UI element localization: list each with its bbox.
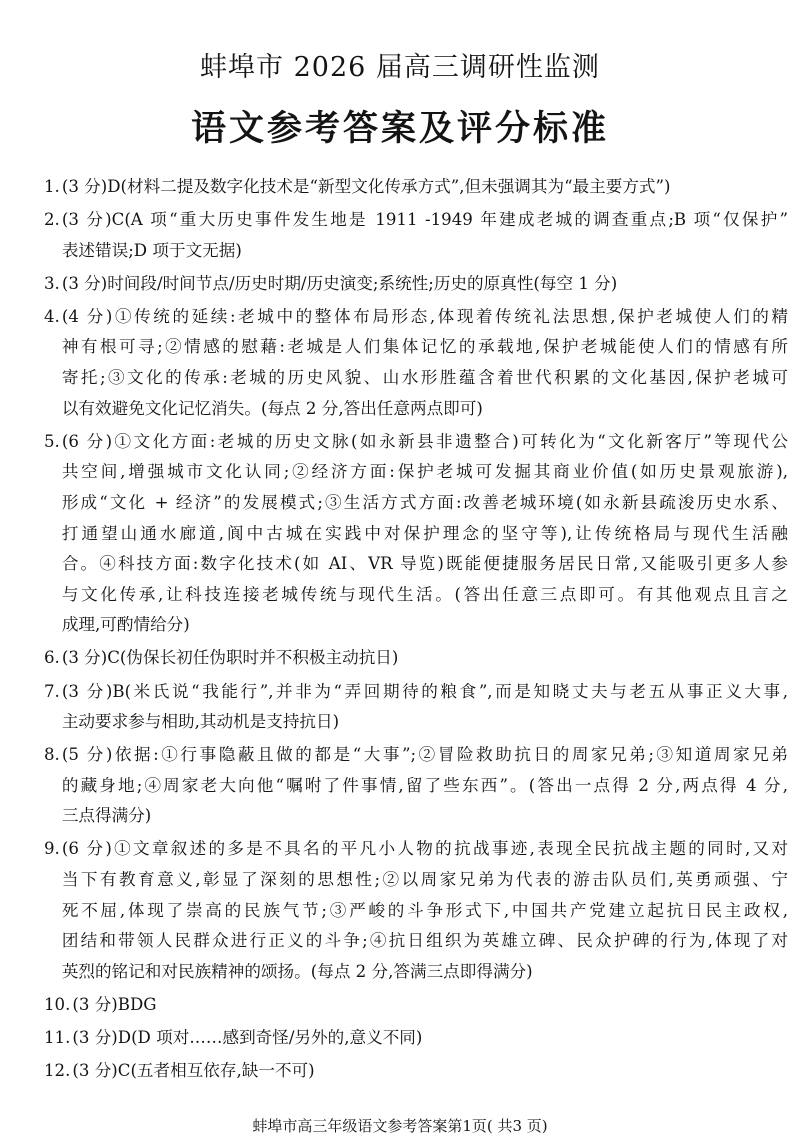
question-number: 6. (44, 648, 60, 668)
answer-text (62, 427, 788, 641)
answer-item (44, 1023, 788, 1054)
answer-line: 以有效避免文化记忆消失。(每点 2 分,答出任意两点即可) (61, 398, 483, 418)
answer-text (62, 740, 788, 832)
answer-line: (3 分)BDG (72, 994, 157, 1014)
answer-line: 的藏身地;④周家老大向他“嘱咐了件事情,留了些东西”。(答出一点得 2 分,两点得 4 分, (61, 775, 788, 795)
answer-text (62, 269, 788, 300)
question-number: 7. (44, 681, 60, 701)
answer-line: 主动要求参与相助,其动机是支持抗日) (61, 712, 340, 732)
answer-line: 打通望山通水廊道,阆中古城在实践中对保护理念的坚守等),让传统格局与现代生活融 (61, 523, 788, 543)
answer-line: (4 分)①传统的延续:老城中的整体布局形态,体现着传统礼法思想,保护老城使人们的精 (61, 306, 788, 326)
document-heading: 语文参考答案及评分标准 (190, 109, 609, 149)
answer-line: 英烈的铭记和对民族精神的颂扬。(每点 2 分,答满三点即得满分) (61, 961, 533, 981)
answer-line: (6 分)①文化方面:老城的历史文脉(如永新县非遗整合)可转化为“文化新客厅”等现代公 (61, 431, 788, 451)
answer-line: 成理,可酌情给分) (61, 615, 190, 635)
answer-line: 三点得满分) (61, 806, 152, 826)
answer-list (44, 172, 788, 1089)
question-number: 11. (44, 1028, 71, 1048)
answer-item (44, 302, 788, 424)
answer-line: 寄托;③文化的传承:老城的历史风貌、山水形胜蕴含着世代积累的文化基因,保护老城可 (61, 368, 788, 388)
answer-line: (3 分)B(米氏说“我能行”,并非为“弄回期待的粮食”,而是知晓丈夫与老五从事正义大事, (61, 681, 788, 701)
question-number: 3. (44, 273, 60, 293)
answer-item (44, 643, 788, 674)
question-number: 10. (44, 994, 71, 1014)
answer-text (62, 643, 788, 674)
answer-line: (3 分)D(材料二提及数字化技术是“新型文化传承方式”,但未强调其为“最主要方式”) (61, 177, 671, 196)
answer-item (44, 740, 788, 832)
answer-line: 死不屈,体现了崇高的民族气节;③严峻的斗争形式下,中国共产党建立起抗日民主政权, (61, 900, 788, 920)
answer-line: 合。④科技方面:数字化技术(如 AI、VR 导览)既能便捷服务居民日常,又能吸引更多人参 (61, 554, 788, 574)
question-number: 12. (44, 1061, 71, 1081)
answer-item (44, 990, 788, 1021)
answer-line: 当下有教育意义,彰显了深刻的思想性;②以周家兄弟为代表的游击队员们,英勇顽强、宁 (61, 870, 788, 890)
answer-text (62, 677, 788, 738)
answer-text (72, 1023, 788, 1054)
question-number: 5. (44, 431, 60, 451)
exam-title: 蚌埠市 2026 届高三调研性监测 (200, 52, 600, 83)
answer-item (44, 834, 788, 987)
question-number: 8. (44, 745, 60, 765)
answer-line: 与文化传承,让科技连接老城传统与现代生活。(答出任意三点即可。有其他观点且言之 (61, 584, 788, 604)
answer-line: (6 分)①文章叙述的多是不具名的平凡小人物的抗战事迹,表现全民抗战主题的同时,又对 (61, 839, 788, 859)
answer-line: 表述错误;D 项于文无据) (61, 240, 242, 260)
answer-line: (3 分)D(D 项对……感到奇怪/另外的,意义不同) (72, 1028, 423, 1048)
answer-item (44, 172, 788, 203)
answer-line: (3 分)时间段/时间节点/历史时期/历史演变;系统性;历史的原真性(每空 1 分) (61, 273, 618, 293)
question-number: 4. (44, 306, 60, 326)
answer-line: (3 分)C(伪保长初任伪职时并不积极主动抗日) (61, 648, 399, 668)
answer-line: (3 分)C(A 项“重大历史事件发生地是 1911 -1949 年建成老城的调查重点;B 项“仅保护” (61, 210, 788, 230)
answer-text (72, 1056, 788, 1087)
answer-item (44, 1056, 788, 1087)
answer-line: 形成“文化 + 经济”的发展模式;③生活方式方面:改善老城环境(如永新县疏浚历史水系、 (61, 492, 788, 512)
question-number: 1. (44, 177, 60, 196)
answer-line: 神有根可寻;②情感的慰藉:老城是人们集体记忆的承载地,保护老城能使人们的情感有所 (61, 337, 788, 357)
answer-text (62, 205, 788, 266)
question-number: 9. (44, 839, 60, 859)
answer-line: (5 分)依据:①行事隐蔽且做的都是“大事”;②冒险救助抗日的周家兄弟;③知道周家兄弟 (61, 745, 788, 765)
answer-text (72, 990, 788, 1021)
answer-text (62, 172, 788, 203)
answer-text (62, 302, 788, 424)
answer-text (62, 834, 788, 987)
answer-item (44, 269, 788, 300)
page-footer: 蚌埠市高三年级语文参考答案第1页( 共3 页) (252, 1117, 548, 1135)
answer-item (44, 205, 788, 266)
question-number: 2. (44, 210, 60, 230)
answer-item (44, 677, 788, 738)
answer-line: 共空间,增强城市文化认同;②经济方面:保护老城可发掘其商业价值(如历史景观旅游), (61, 462, 788, 482)
answer-line: 团结和带领人民群众进行正义的斗争;④抗日组织为英雄立碑、民众护碑的行为,体现了对 (61, 931, 788, 951)
answer-item (44, 427, 788, 641)
answer-line: (3 分)C(五者相互依存,缺一不可) (72, 1061, 315, 1081)
